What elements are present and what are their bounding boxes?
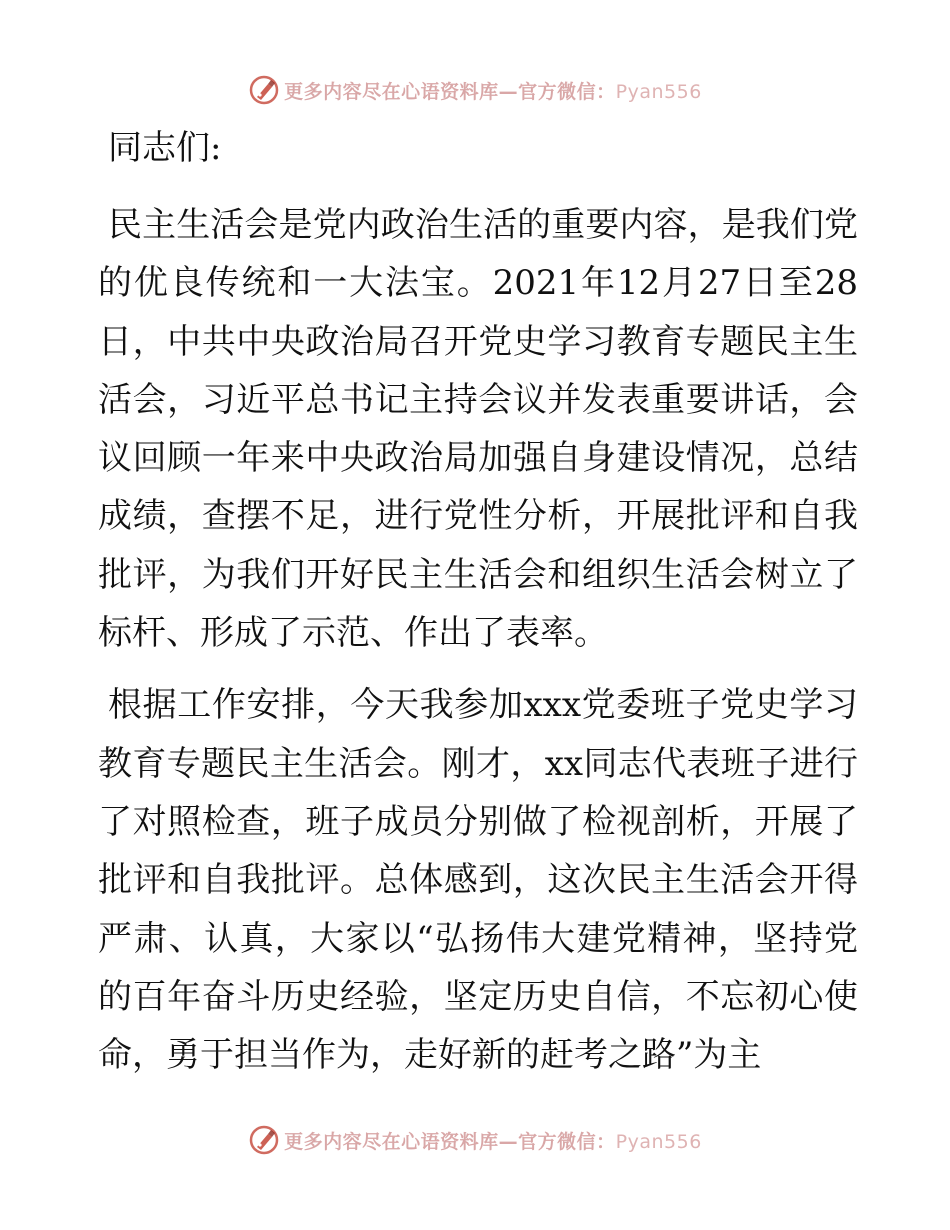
header-watermark bbox=[0, 70, 950, 110]
paragraph-1: 民主生活会是党内政治生活的重要内容，是我们党的优良传统和一大法宝。2021年12月27日至28日，中共中央政治局召开党史学习教育专题民主生活会，习近平总书记主持会议并发表重要讲话，会议回顾一年来中央政治局加强自身建设情况，总结成绩，查摆不足，进行党性分析，开展批评和自我批评，为我们开好民主生活会和组织生活会树立了标杆、形成了示范、作出了表率。 bbox=[98, 205, 858, 654]
wechat-id: Pyan556 bbox=[615, 80, 702, 103]
document-body bbox=[98, 122, 858, 1084]
paragraph-2: 根据工作安排，今天我参加xxx党委班子党史学习教育专题民主生活会。刚才，xx同志代表班子进行了对照检查，班子成员分别做了检视剖析，开展了批评和自我批评。总体感到，这次民主生活会开得严肃、认真，大家以“弘扬伟大建党精神，坚持党的百年奋斗历史经验，坚定历史自信，不忘初心使命，勇于担当作为，走好新的赶考之路”为主 bbox=[98, 685, 858, 1076]
wechat-id: Pyan556 bbox=[615, 1130, 702, 1153]
watermark-text: 更多内容尽在心语资料库—官方微信：Pyan556 bbox=[284, 80, 702, 103]
footer-watermark bbox=[0, 1120, 950, 1160]
pen-logo-icon bbox=[248, 74, 280, 106]
watermark-text: 更多内容尽在心语资料库—官方微信：Pyan556 bbox=[284, 1130, 702, 1153]
pen-logo-icon bbox=[248, 1124, 280, 1156]
greeting: 同志们: bbox=[108, 128, 222, 168]
